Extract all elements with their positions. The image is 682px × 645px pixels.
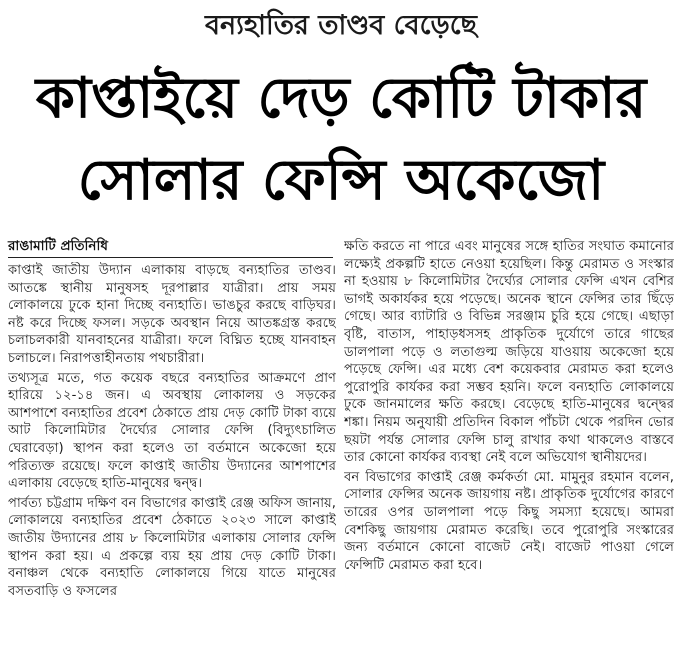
paragraph: ক্ষতি করতে না পারে এবং মানুষের সঙ্গে হাতির সংঘাত কমানোর লক্ষ্যেই প্রকল্পটি হাতে নেওয়া হয়েছিল। কিন্তু মেরামত ও সংস্কার না হওয়ায় ৮ কিলোমিটার দৈর্ঘ্যের সোলার ফেন্সি এখন বেশির ভাগই অকার্যকর হয়ে পড়েছে। অনেক স্থানে ফেন্সির তার ছিঁড়ে গেছে। আর ব্যাটারি ও বিভিন্ন সরঞ্জাম চুরি হয়ে গেছে। এছাড়া বৃষ্টি, বাতাস, পাহাড়ধসসহ প্রাকৃতিক দুর্যোগে তারে গাছের ডালপালা পড়ে ও লতাগুল্ম জড়িয়ে যাওয়ায় অকেজো হয়ে পড়েছে ফেন্সি। এর মধ্যে বেশ কয়েকবার মেরামত করা হলেও পুরোপুরি কার্যকর করা সম্ভব হয়নি। ফলে বন্যহাতি লোকালয়ে ঢুকে জানমালের ক্ষতি করছে। বেড়েছে হাতি-মানুষের দ্বন্দ্বের শঙ্কা। নিয়ম অনুযায়ী প্রতিদিন বিকাল পাঁচটা থেকে পরদিন ভোর ছয়টা পর্যন্ত সোলার ফেন্সি চালু রাখার কথা থাকলেও বাস্তবে তার কোনো কার্যকর ব্যবস্থা নেই বলে অভিযোগ স্থানীয়দের। bbox=[344, 239, 674, 466]
article-column-left bbox=[8, 262, 336, 642]
article-column-right bbox=[344, 238, 674, 642]
byline: রাঙামাটি প্রতিনিধি bbox=[8, 236, 333, 258]
kicker-headline: বন্যহাতির তাণ্ডব বেড়েছে bbox=[205, 10, 477, 41]
main-headline bbox=[0, 58, 682, 222]
headline-line-2: সোলার ফেন্সি অকেজো bbox=[77, 148, 605, 213]
paragraph: কাপ্তাই জাতীয় উদ্যান এলাকায় বাড়ছে বন্যহাতির তাণ্ডব। আতঙ্কে স্থানীয় মানুষসহ দূরপাল্লার যাত্রীরা। প্রায় সময় লোকালয়ে ঢুকে হানা দিচ্ছে বন্যহাতি। ভাঙচুর করছে বাড়িঘর। নষ্ট করে দিচ্ছে ফসল। সড়কে অবস্থান নিয়ে আতঙ্কগ্রস্ত করছে চলাচলকারী যানবাহনের যাত্রীরা। ফলে বিঘ্নিত হচ্ছে যানবাহন চলাচলে। নিরাপত্তাহীনতায় পথচারীরা। bbox=[8, 263, 336, 366]
paragraph: বন বিভাগের কাপ্তাই রেঞ্জ কর্মকর্তা মো. মামুনুর রহমান বলেন, সোলার ফেন্সির অনেক জায়গায় নষ্ট। প্রাকৃতিক দুর্যোগের কারণে তারের ওপর ডালপালা পড়ে কিছু সমস্যা হয়েছে। আমরা বেশকিছু জায়গায় মেরামত করেছি। তবে পুরোপুরি সংস্কারের জন্য বর্তমানে কোনো বাজেট নেই। বাজেট পাওয়া গেলে ফেন্সিটি মেরামত করা হবে। bbox=[344, 469, 674, 573]
paragraph: পার্বত্য চট্টগ্রাম দক্ষিণ বন বিভাগের কাপ্তাই রেঞ্জ অফিস জানায়, লোকালয়ে বন্যহাতির প্রবেশ ঠেকাতে ২০২৩ সালে কাপ্তাই জাতীয় উদ্যানের প্রায় ৮ কিলোমিটার এলাকায় সোলার ফেন্সি স্থাপন করা হয়। এ প্রকল্পে ব্যয় হয় প্রায় দেড় কোটি টাকা। বনাঞ্চল থেকে বন্যহাতি লোকালয়ে গিয়ে যাতে মানুষের বসতবাড়ি ও ফসলের bbox=[8, 495, 336, 599]
headline-line-1: কাপ্তাইয়ে দেড় কোটি টাকার bbox=[35, 66, 647, 131]
paragraph: তথ্যসূত্র মতে, গত কয়েক বছরে বন্যহাতির আক্রমণে প্রাণ হারিয়ে ১২-১৪ জন। এ অবস্থায় লোকালয় ও সড়কের আশপাশে বন্যহাতির প্রবেশ ঠেকাতে প্রায় দেড় কোটি টাকা ব্যয়ে আট কিলোমিটার দৈর্ঘ্যের সোলার ফেন্সি (বিদ্যুৎচালিত ঘেরাবেড়া) স্থাপন করা হলেও তা বর্তমানে অকেজো হয়ে পরিত্যক্ত রয়েছে। ফলে কাপ্তাই জাতীয় উদ্যানের আশপাশের এলাকায় বেড়েছে হাতি-মানুষের দ্বন্দ্ব। bbox=[8, 370, 336, 492]
